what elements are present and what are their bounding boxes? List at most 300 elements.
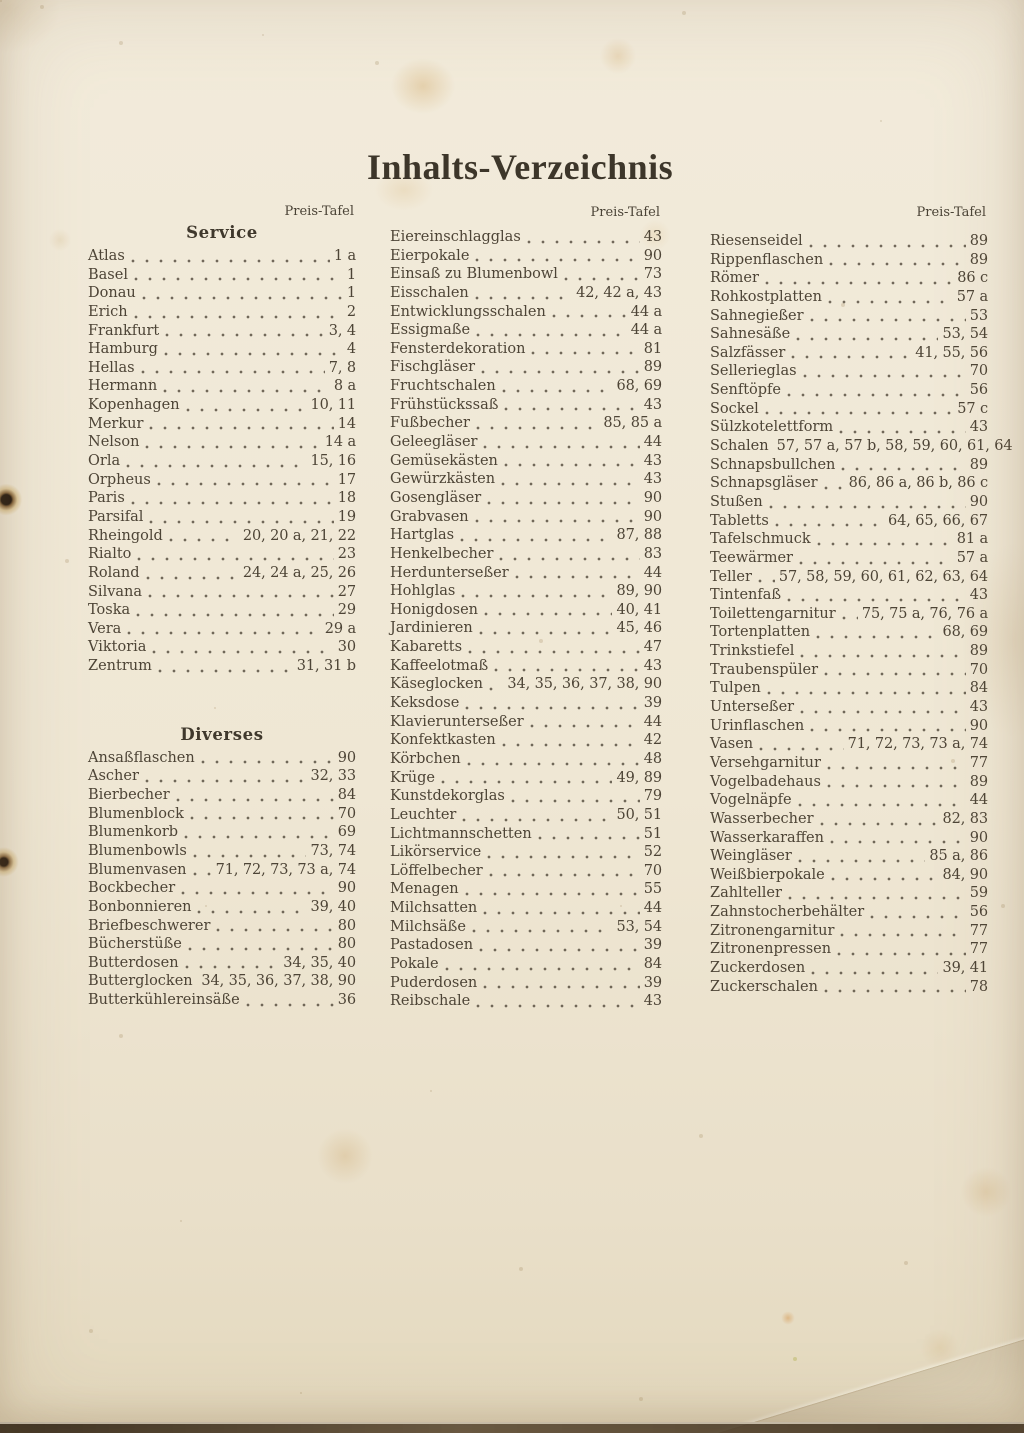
toc-entry-label: Orla <box>88 453 121 470</box>
dot-leader <box>868 904 966 923</box>
toc-column-service-diverses <box>88 204 356 1011</box>
toc-entry-label: Weingläser <box>710 848 792 865</box>
toc-entry-pages: 57 a <box>956 549 988 566</box>
toc-entry-label: Traubenspüler <box>710 661 818 678</box>
toc-row <box>88 528 356 547</box>
toc-row <box>390 490 662 509</box>
toc-entry-label: Reibschale <box>390 993 471 1010</box>
toc-row <box>390 751 662 770</box>
dot-leader <box>134 602 334 621</box>
toc-entry-pages: 89 <box>643 359 662 376</box>
dot-leader <box>477 937 640 956</box>
dot-leader <box>825 755 966 774</box>
dot-leader <box>797 550 953 569</box>
toc-entry-label: Schnapsbullchen <box>710 456 836 473</box>
dot-leader <box>550 304 627 323</box>
toc-row <box>88 658 356 677</box>
toc-entry-label: Zentrum <box>88 658 152 675</box>
toc-entry-label: Henkelbecher <box>390 545 494 562</box>
dot-leader <box>525 229 640 248</box>
toc-row <box>88 843 356 862</box>
toc-row <box>390 322 662 341</box>
toc-entry-pages: 17 <box>337 471 356 488</box>
dot-leader <box>808 308 966 327</box>
dot-leader <box>129 248 330 267</box>
toc-row <box>390 415 662 434</box>
toc-entry-pages: 42, 42 a, 43 <box>576 284 662 301</box>
toc-row <box>390 639 662 658</box>
dot-leader <box>146 584 334 603</box>
scan-bottom-edge <box>0 1422 1024 1433</box>
dot-leader <box>502 397 639 416</box>
toc-entry-label: Hermann <box>88 378 158 395</box>
toc-entry-pages: 73, 74 <box>310 842 356 859</box>
section-heading: Diverses <box>180 724 264 744</box>
toc-row <box>88 285 356 304</box>
toc-row <box>88 323 356 342</box>
toc-entry-pages: 10, 11 <box>310 397 356 414</box>
toc-entry-label: Briefbeschwerer <box>88 917 211 934</box>
toc-entry-label: Atlas <box>88 248 125 264</box>
dot-leader <box>822 475 845 494</box>
toc-row <box>88 453 356 472</box>
toc-row <box>88 936 356 955</box>
toc-entry-label: Kabaretts <box>390 639 463 656</box>
toc-row <box>88 304 356 323</box>
dot-leader <box>815 531 953 550</box>
toc-entry-label: Tafelschmuck <box>710 531 811 548</box>
toc-entry-label: Klavierunterseßer <box>390 713 524 730</box>
toc-entry-label: Kunstdekorglas <box>390 788 505 805</box>
dot-leader <box>474 993 640 1012</box>
dot-leader <box>809 960 938 979</box>
toc-entry-pages: 68, 69 <box>942 624 988 641</box>
toc-row <box>710 569 988 588</box>
toc-entry-pages: 84 <box>337 787 356 804</box>
toc-row <box>88 862 356 881</box>
toc-row <box>710 755 988 774</box>
toc-row <box>390 378 662 397</box>
toc-row <box>88 267 356 286</box>
toc-column-middle <box>390 205 662 1012</box>
toc-row <box>88 248 356 267</box>
toc-entry-pages: 45, 46 <box>616 620 662 637</box>
toc-entry-pages: 70 <box>969 661 988 678</box>
dot-leader <box>439 770 613 789</box>
toc-entry-pages: 75, 75 a, 76, 76 a <box>861 605 988 622</box>
dot-leader <box>155 472 334 491</box>
toc-entry-label: Sahnesäße <box>710 326 791 343</box>
toc-row <box>88 880 356 899</box>
dot-leader <box>132 304 343 323</box>
toc-entry-label: Bücherstüße <box>88 936 182 953</box>
toc-row <box>88 584 356 603</box>
toc-row <box>710 494 988 513</box>
dot-leader <box>244 992 334 1011</box>
toc-row <box>710 326 988 345</box>
toc-row <box>710 830 988 849</box>
toc-entry-pages: 44 <box>643 434 662 451</box>
toc-entry-label: Donau <box>88 285 136 302</box>
toc-row <box>88 378 356 397</box>
toc-entry-pages: 69 <box>337 824 356 841</box>
dot-leader <box>156 658 293 677</box>
toc-entry-pages: 19 <box>337 508 356 525</box>
toc-entry-label: Ascher <box>88 768 139 785</box>
toc-row <box>710 662 988 681</box>
toc-entry-pages: 43 <box>643 993 662 1010</box>
toc-row <box>88 639 356 658</box>
dot-leader <box>147 509 333 528</box>
toc-entry-pages: 49, 89 <box>616 769 662 786</box>
toc-entry-label: Hamburg <box>88 341 158 358</box>
toc-entry-pages: 89 <box>969 643 988 660</box>
toc-entry-label: Versehgarnitur <box>710 754 821 771</box>
toc-row <box>710 811 988 830</box>
toc-entry-pages: 71, 72, 73, 73 a, 74 <box>215 861 356 878</box>
toc-row <box>390 993 662 1012</box>
toc-row <box>710 308 988 327</box>
toc-entry-pages: 40, 41 <box>616 601 662 618</box>
toc-entry-label: Entwicklungsschalen <box>390 303 546 320</box>
toc-entry-pages: 77 <box>969 754 988 771</box>
toc-entry-label: Grabvasen <box>390 508 469 525</box>
toc-row <box>710 792 988 811</box>
toc-entry-pages: 47 <box>643 639 662 656</box>
toc-entry-pages: 64, 65, 66, 67 <box>887 512 988 529</box>
toc-entry-pages: 52 <box>643 844 662 861</box>
toc-entry-pages: 57 c <box>957 400 988 417</box>
dot-leader <box>835 941 966 960</box>
dot-leader <box>479 359 640 378</box>
toc-row <box>390 248 662 267</box>
toc-entry-pages: 90 <box>643 489 662 506</box>
toc-entry-label: Sellerieglas <box>710 363 797 380</box>
toc-row <box>88 973 356 992</box>
toc-entry-label: Orpheus <box>88 471 151 488</box>
toc-row <box>390 807 662 826</box>
toc-entry-label: Jardinieren <box>390 620 473 637</box>
toc-row <box>710 718 988 737</box>
toc-row <box>88 955 356 974</box>
dot-leader <box>763 270 953 289</box>
toc-entry-label: Pokale <box>390 955 439 972</box>
toc-entry-label: Weißbierpokale <box>710 866 825 883</box>
toc-entry-pages: 34, 35, 36, 37, 38, 90 <box>201 973 356 990</box>
dot-leader <box>163 323 324 342</box>
dot-leader <box>162 341 343 360</box>
toc-entry-pages: 57 a <box>956 288 988 305</box>
dot-leader <box>143 768 307 787</box>
toc-entry-pages: 4 <box>346 341 356 358</box>
dot-leader <box>840 606 858 625</box>
dot-leader <box>502 453 640 472</box>
toc-row <box>710 270 988 289</box>
toc-entry-label: Menagen <box>390 881 459 898</box>
toc-entry-pages: 71, 72, 73, 73 a, 74 <box>847 736 988 753</box>
toc-row <box>390 285 662 304</box>
toc-entry-pages: 81 a <box>956 531 988 548</box>
toc-row <box>88 565 356 584</box>
toc-column-body <box>390 229 662 1012</box>
dot-leader <box>195 899 306 918</box>
toc-entry-pages: 3, 4 <box>328 322 356 339</box>
toc-entry-pages: 39 <box>643 695 662 712</box>
toc-row <box>88 397 356 416</box>
toc-row <box>390 527 662 546</box>
toc-row <box>710 867 988 886</box>
toc-entry-label: Wasserkaraffen <box>710 829 824 846</box>
dot-leader <box>470 919 613 938</box>
toc-row <box>390 881 662 900</box>
dot-leader <box>214 918 333 937</box>
toc-entry-pages: 78 <box>969 978 988 995</box>
toc-entry-label: Kaffeelotmaß <box>390 657 489 674</box>
toc-entry-pages: 39, 41 <box>942 959 988 976</box>
dot-leader <box>497 546 639 565</box>
toc-entry-label: Senftöpfe <box>710 382 782 399</box>
dot-leader <box>500 732 640 751</box>
dot-leader <box>481 975 639 994</box>
toc-entry-label: Rheingold <box>88 527 163 544</box>
toc-entry-label: Fensterdekoration <box>390 340 526 357</box>
toc-entry-pages: 43 <box>643 452 662 469</box>
toc-entry-pages: 80 <box>337 936 356 953</box>
toc-entry-label: Rialto <box>88 546 132 563</box>
toc-entry-pages: 86 c <box>957 270 988 287</box>
price-table-column-header: Preis-Tafel <box>284 204 354 219</box>
toc-entry-pages: 14 <box>337 415 356 432</box>
dot-leader <box>767 494 966 513</box>
toc-entry-pages: 90 <box>969 493 988 510</box>
toc-row <box>710 382 988 401</box>
toc-entry-label: Roland <box>88 564 140 581</box>
toc-entry-label: Tabletts <box>710 512 769 529</box>
toc-row <box>710 438 1013 457</box>
toc-entry-label: Sahnegießer <box>710 307 804 324</box>
dot-leader <box>808 718 965 737</box>
dot-leader <box>827 252 966 271</box>
toc-entry-label: Stußen <box>710 493 763 510</box>
dot-leader <box>188 806 334 825</box>
toc-entry-pages: 43 <box>643 229 662 245</box>
toc-entry-label: Krüge <box>390 769 435 786</box>
dot-leader <box>825 774 966 793</box>
toc-entry-label: Likörservice <box>390 844 482 861</box>
page-title: Inhalts-Verzeichnis <box>367 147 674 187</box>
toc-entry-pages: 89 <box>969 251 988 268</box>
toc-entry-pages: 70 <box>969 363 988 380</box>
toc-entry-pages: 44 <box>969 792 988 809</box>
toc-entry-label: Unterseßer <box>710 699 795 716</box>
toc-entry-pages: 81 <box>643 340 662 357</box>
toc-entry-label: Riesenseidel <box>710 233 803 249</box>
toc-entry-pages: 50, 51 <box>616 806 662 823</box>
dot-leader <box>822 979 966 998</box>
dot-leader <box>814 624 938 643</box>
toc-column-body <box>88 222 356 1011</box>
toc-entry-label: Hohlglas <box>390 583 456 600</box>
toc-row <box>710 513 988 532</box>
dot-leader <box>139 360 325 379</box>
page-edge-wax-blob <box>0 846 23 878</box>
dot-leader <box>513 565 640 584</box>
toc-row <box>710 904 988 923</box>
toc-entry-label: Blumenkorb <box>88 824 179 841</box>
toc-entry-label: Vera <box>88 620 122 637</box>
toc-entry-pages: 24, 24 a, 25, 26 <box>242 564 356 581</box>
toc-entry-pages: 90 <box>969 829 988 846</box>
dot-leader <box>481 900 639 919</box>
dot-leader <box>757 736 843 755</box>
toc-entry-pages: 56 <box>969 382 988 399</box>
toc-entry-pages: 79 <box>643 788 662 805</box>
toc-row <box>710 289 988 308</box>
toc-entry-pages: 23 <box>337 546 356 563</box>
toc-entry-label: Essigmaße <box>390 322 471 339</box>
toc-entry-pages: 57, 58, 59, 60, 61, 62, 63, 64 <box>778 568 988 585</box>
toc-entry-label: Blumenvasen <box>88 861 187 878</box>
toc-entry-label: Viktoria <box>88 639 147 656</box>
page-edge-wax-blob <box>0 484 26 518</box>
toc-row <box>390 565 662 584</box>
toc-row <box>390 471 662 490</box>
toc-row <box>710 475 988 494</box>
dot-leader <box>199 750 334 769</box>
toc-entry-label: Ansaßflaschen <box>88 749 195 766</box>
toc-entry-label: Konfektkasten <box>390 732 496 749</box>
toc-entry-label: Blumenbowls <box>88 842 187 859</box>
toc-entry-label: Geleegläser <box>390 434 478 451</box>
toc-entry-pages: 84, 90 <box>942 866 988 883</box>
toc-entry-label: Vogelnäpfe <box>710 792 792 809</box>
toc-row <box>88 992 356 1011</box>
toc-row <box>390 676 662 695</box>
toc-entry-label: Zuckerschalen <box>710 978 818 995</box>
toc-row <box>390 975 662 994</box>
toc-entry-label: Tintenfaß <box>710 587 782 604</box>
toc-row <box>710 401 988 420</box>
toc-row <box>710 680 988 699</box>
dot-leader <box>473 248 639 267</box>
dot-leader <box>129 490 334 509</box>
toc-row <box>710 419 988 438</box>
toc-entry-label: Fruchtschalen <box>390 378 496 395</box>
toc-entry-pages: 43 <box>643 471 662 488</box>
toc-row <box>88 602 356 621</box>
toc-entry-label: Sülzkotelettform <box>710 419 834 436</box>
toc-entry-label: Salzfässer <box>710 344 786 361</box>
dot-leader <box>786 885 966 904</box>
toc-entry-label: Schnapsgläser <box>710 475 818 492</box>
toc-row <box>390 229 662 248</box>
toc-entry-pages: 42 <box>643 732 662 749</box>
dot-leader <box>174 787 334 806</box>
toc-entry-pages: 43 <box>643 657 662 674</box>
toc-entry-label: Kopenhagen <box>88 397 180 414</box>
toc-row <box>710 736 988 755</box>
toc-entry-pages: 90 <box>643 247 662 264</box>
toc-entry-label: Frankfurt <box>88 322 160 339</box>
toc-entry-label: Milchsäße <box>390 918 466 935</box>
toc-entry-label: Nelson <box>88 434 140 451</box>
toc-entry-pages: 68, 69 <box>616 378 662 395</box>
toc-row <box>710 252 988 271</box>
toc-entry-pages: 7, 8 <box>328 359 356 376</box>
toc-entry-label: Pastadosen <box>390 937 474 954</box>
toc-entry-pages: 73 <box>643 266 662 283</box>
toc-row <box>390 602 662 621</box>
dot-leader <box>179 880 334 899</box>
toc-entry-pages: 51 <box>643 825 662 842</box>
toc-row <box>390 266 662 285</box>
toc-row <box>710 457 988 476</box>
toc-entry-pages: 14 a <box>324 434 356 451</box>
toc-row <box>88 416 356 435</box>
dot-leader <box>487 863 640 882</box>
toc-row <box>710 885 988 904</box>
toc-row <box>88 806 356 825</box>
toc-entry-pages: 82, 83 <box>942 810 988 827</box>
toc-entry-label: Frühstückssaß <box>390 396 499 413</box>
toc-row <box>390 937 662 956</box>
dot-leader <box>838 923 965 942</box>
toc-entry-pages: 55 <box>643 881 662 898</box>
toc-row <box>390 509 662 528</box>
dot-leader <box>182 824 334 843</box>
toc-row <box>710 960 988 979</box>
toc-entry-label: Toska <box>88 602 131 619</box>
dot-leader <box>798 643 965 662</box>
toc-entry-pages: 89 <box>969 233 988 249</box>
toc-row <box>710 606 988 625</box>
toc-row <box>390 341 662 360</box>
toc-entry-pages: 34, 35, 40 <box>283 954 356 971</box>
dot-leader <box>485 490 640 509</box>
toc-entry-pages: 84 <box>969 680 988 697</box>
toc-entry-label: Toilettengarnitur <box>710 605 836 622</box>
toc-entry-label: Eiereinschlagglas <box>390 229 521 245</box>
dot-leader <box>499 471 640 490</box>
toc-row <box>88 824 356 843</box>
toc-entry-pages: 85, 85 a <box>603 415 662 432</box>
toc-row <box>710 848 988 867</box>
toc-entry-label: Rohkostplatten <box>710 288 822 305</box>
toc-row <box>710 531 988 550</box>
toc-entry-label: Honigdosen <box>390 601 479 618</box>
dot-leader <box>197 973 198 992</box>
toc-row <box>390 304 662 323</box>
toc-row <box>88 621 356 640</box>
toc-entry-pages: 34, 35, 36, 37, 38, 90 <box>507 676 662 693</box>
toc-entry-label: Tulpen <box>710 680 761 697</box>
dot-leader <box>785 382 966 401</box>
toc-entry-label: Blumenblock <box>88 805 184 822</box>
toc-entry-pages: 70 <box>337 805 356 822</box>
dot-leader <box>463 881 640 900</box>
toc-row <box>88 750 356 769</box>
toc-entry-label: Bonbonnieren <box>88 898 192 915</box>
toc-entry-label: Fischgläser <box>390 359 476 376</box>
dot-leader <box>147 416 333 435</box>
toc-row <box>390 620 662 639</box>
toc-entry-pages: 44 <box>643 900 662 917</box>
dot-leader <box>458 527 612 546</box>
toc-entry-pages: 1 <box>346 266 356 283</box>
toc-entry-label: Zahnstocherbehälter <box>710 904 865 921</box>
toc-entry-label: Gemüsekästen <box>390 452 498 469</box>
toc-entry-label: Zitronenpressen <box>710 941 832 958</box>
